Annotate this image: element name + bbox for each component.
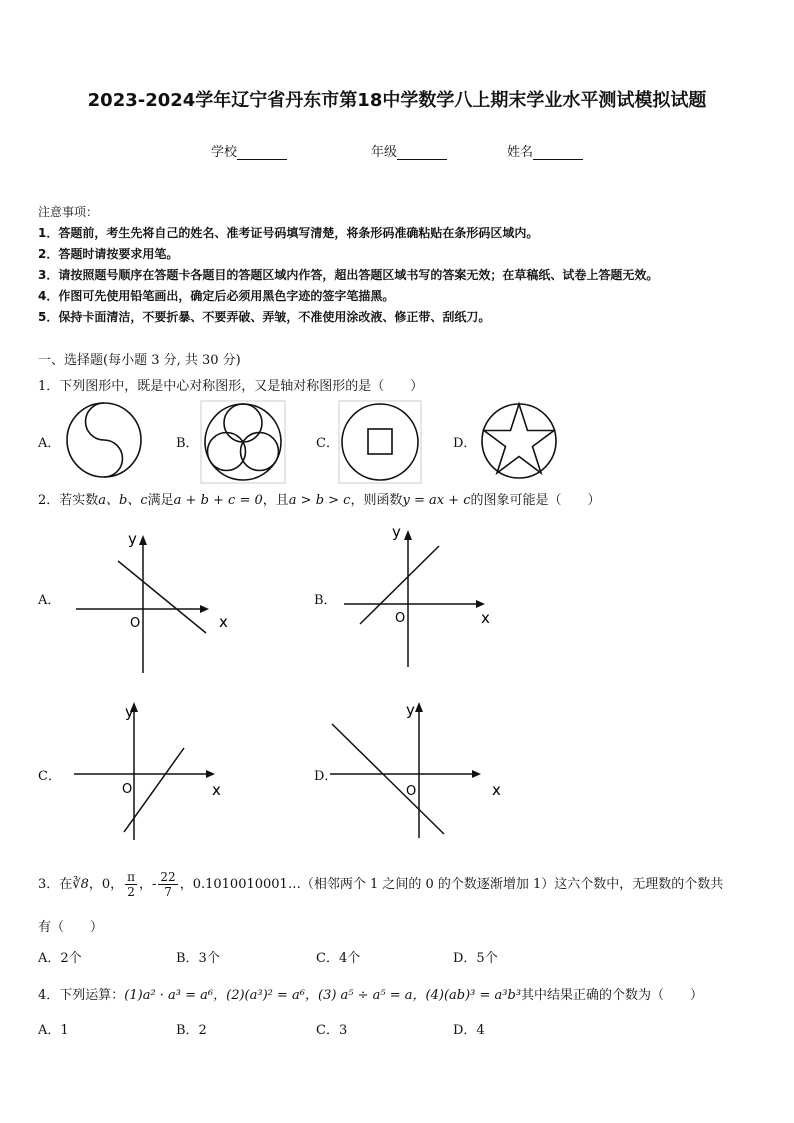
q2-option-b[interactable]: B．	[314, 593, 337, 608]
q4-expr-2: ，(2)(a³)² = a⁶	[213, 988, 305, 1003]
q3-option-a[interactable]: A．2个	[38, 951, 82, 966]
q1-option-b[interactable]: B．	[176, 436, 199, 451]
name-field[interactable]	[507, 141, 583, 160]
q3-option-c[interactable]: C．4个	[316, 951, 361, 966]
origin-label: O	[406, 784, 417, 799]
q3-cbrt: ∛8	[72, 877, 89, 892]
q2-option-d[interactable]: D．	[314, 769, 338, 784]
grade-label: 年级	[371, 145, 398, 160]
origin-label: O	[122, 782, 133, 797]
q4-expr-3: ，(3) a⁵ ÷ a⁵ = a	[305, 988, 413, 1003]
notes-heading: 注意事项：	[38, 205, 99, 219]
q2-condition-order: a > b > c	[288, 493, 351, 508]
q4-option-b[interactable]: B．2	[176, 1023, 207, 1038]
fraction-denominator: 7	[164, 885, 172, 899]
fraction-numerator: 22	[160, 870, 176, 884]
x-label: x	[219, 613, 228, 631]
note-item: 5．保持卡面清洁，不要折暴、不要弄破、弄皱，不准使用涂改液、修正带、刮纸刀。	[38, 310, 491, 324]
fraction-denominator: 2	[127, 885, 135, 899]
school-blank[interactable]	[237, 146, 287, 160]
section-heading: 一、选择题(每小题 3 分, 共 30 分)	[38, 353, 241, 368]
q2-graph-b	[342, 520, 502, 670]
q4-stem-part: 4．下列运算：	[38, 988, 125, 1003]
note-item: 2．答题时请按要求用笔。	[38, 247, 179, 261]
q4-expr-1: (1)a² · a³ = a⁶	[124, 988, 214, 1003]
q2-stem-part: ，则函数	[350, 493, 403, 508]
y-arrow	[404, 530, 412, 540]
function-line	[332, 724, 444, 834]
x-arrow	[200, 605, 209, 613]
fraction-numerator: π	[127, 870, 136, 884]
note-item: 1．答题前，考生先将自己的姓名、准考证号码填写清楚，将条形码准确粘贴在条形码区域内。	[38, 226, 539, 240]
note-item: 3．请按照题号顺序在答题卡各题目的答题区域内作答，超出答题区域书写的答案无效；在草稿纸、试卷上答题无效。	[38, 268, 659, 282]
x-label: x	[481, 609, 490, 627]
x-arrow	[472, 770, 481, 778]
q1-option-c[interactable]: C．	[316, 436, 339, 451]
q2-graph-d	[328, 700, 501, 850]
q2-stem-part: 满足	[147, 493, 174, 508]
q3-option-b[interactable]: B．3个	[176, 951, 220, 966]
q4-option-d[interactable]: D．4	[453, 1023, 485, 1038]
q2-stem	[38, 489, 601, 508]
x-arrow	[476, 600, 485, 608]
note-item: 4．作图可先使用铅笔画出，确定后必须用黑色字迹的签字笔描黑。	[38, 289, 395, 303]
q1-option-d[interactable]: D．	[453, 436, 477, 451]
y-arrow	[139, 535, 147, 545]
y-label: y	[128, 530, 137, 548]
x-label: x	[212, 781, 221, 799]
q3-stem-part: ，-	[139, 877, 157, 892]
name-blank[interactable]	[533, 146, 583, 160]
q2-option-a[interactable]: A．	[38, 593, 61, 608]
y-arrow	[415, 702, 423, 712]
q2-graph-c	[74, 700, 234, 850]
grade-field[interactable]	[371, 141, 447, 160]
q2-stem-part: 2．若实数	[38, 493, 99, 508]
grade-blank[interactable]	[397, 146, 447, 160]
y-label: y	[392, 523, 401, 541]
school-label: 学校	[211, 145, 238, 160]
x-arrow	[206, 770, 215, 778]
origin-label: O	[395, 611, 406, 626]
page-title: 2023-2024学年辽宁省丹东市第18中学数学八上期末学业水平测试模拟试题	[87, 90, 707, 111]
q1-figure-coin	[338, 400, 422, 484]
q4-stem-part: 其中结果正确的个数为（ ）	[521, 988, 704, 1003]
q3-stem-part: ，0，	[88, 877, 124, 892]
q4-option-c[interactable]: C．3	[316, 1023, 348, 1038]
q2-stem-part: ，且	[262, 493, 289, 508]
y-label: y	[125, 703, 134, 721]
q3-stem-part: 3．在	[38, 877, 73, 892]
y-label: y	[406, 701, 415, 719]
q1-figure-star	[478, 400, 560, 482]
origin-label: O	[130, 616, 141, 631]
q3-stem-part: ，0.1010010001…（相邻两个 1 之间的 0 的个数逐渐增加 1）这六个数中，无理数的个数共	[179, 877, 724, 892]
function-line	[124, 748, 184, 832]
x-label: x	[492, 781, 501, 799]
q2-vars: a、b、c	[98, 493, 148, 508]
q1-option-a[interactable]: A．	[38, 436, 61, 451]
q3-fraction	[158, 870, 177, 899]
q1-stem: 1．下列图形中，既是中心对称图形，又是轴对称图形的是（ ）	[38, 379, 424, 394]
q4-option-a[interactable]: A．1	[38, 1023, 69, 1038]
q4-stem	[38, 984, 703, 1003]
q2-option-c[interactable]: C．	[38, 769, 61, 784]
q2-function: y = ax + c	[402, 493, 471, 508]
q3-stem	[38, 868, 723, 902]
school-field[interactable]	[211, 141, 287, 160]
q3-stem-cont: 有（ ）	[38, 920, 104, 935]
q4-expr-4: ，(4)(ab)³ = a³b³	[412, 988, 522, 1003]
q1-figure-three-circles	[200, 400, 286, 484]
q2-stem-part: 的图象可能是（ ）	[470, 493, 601, 508]
q2-condition-sum: a + b + c = 0	[173, 493, 263, 508]
q2-graph-a	[76, 525, 236, 675]
q1-figure-yin-yang	[64, 400, 144, 480]
name-label: 姓名	[507, 145, 534, 160]
q3-option-d[interactable]: D．5个	[453, 951, 498, 966]
q3-pi-fraction	[125, 870, 137, 899]
